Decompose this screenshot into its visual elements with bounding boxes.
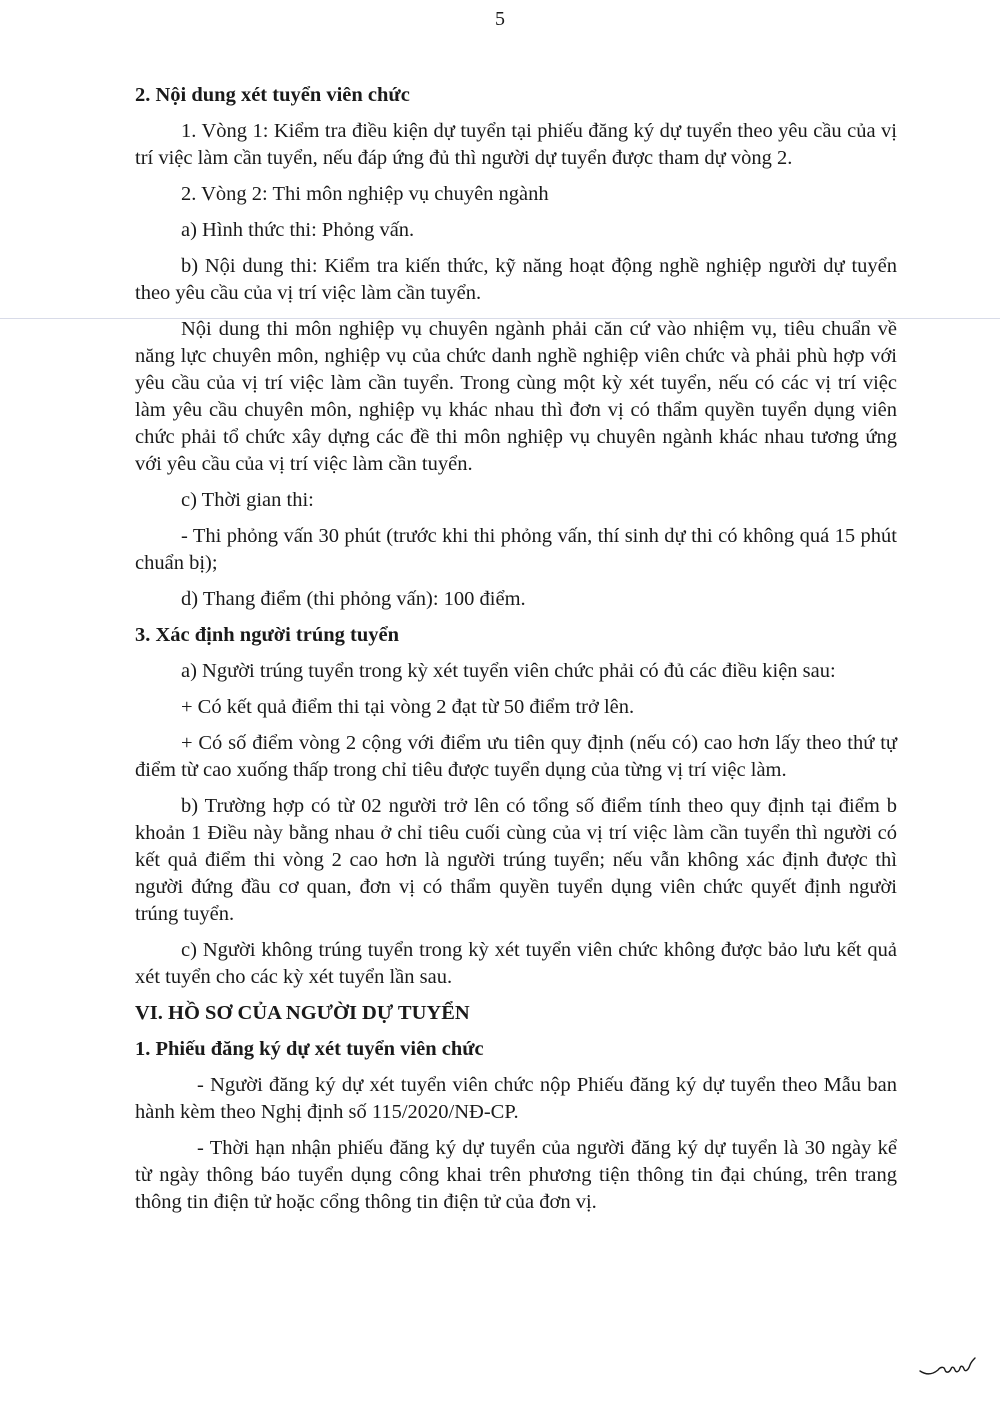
section-heading-noi-dung: 2. Nội dung xét tuyển viên chức — [135, 84, 410, 106]
paragraph-hinh-thuc-thi: a) Hình thức thi: Phỏng vấn. — [181, 219, 415, 241]
section-heading-trung-tuyen: 3. Xác định người trúng tuyển — [135, 624, 400, 646]
paragraph-khong-trung-tuyen: c) Người không trúng tuyển trong kỳ xét tuyển viên chức không được bảo lưu kết quả xét tuyển cho các kỳ xét tuyển lần sau. — [135, 939, 897, 988]
paragraph-thang-diem: d) Thang điểm (thi phỏng vấn): 100 điểm. — [181, 588, 526, 610]
section-heading-ho-so: VI. HỒ SƠ CỦA NGƯỜI DỰ TUYỂN — [135, 1002, 470, 1024]
paragraph-vong-1: 1. Vòng 1: Kiểm tra điều kiện dự tuyển tại phiếu đăng ký dự tuyển theo yêu cầu của vị trí việc làm cần tuyển, nếu đáp ứng đủ thì người dự tuyển được tham dự vòng 2. — [135, 120, 897, 169]
paragraph-diem-uu-tien: + Có số điểm vòng 2 cộng với điểm ưu tiên quy định (nếu có) cao hơn lấy theo thứ tự điểm từ cao xuống thấp trong chỉ tiêu được tuyển dụng của từng vị trí việc làm. — [135, 732, 897, 781]
paragraph-noi-dung-thi: b) Nội dung thi: Kiểm tra kiến thức, kỹ năng hoạt động nghề nghiệp người dự tuyển theo yêu cầu của vị trí việc làm cần tuyển. — [135, 255, 897, 304]
page-number: 5 — [495, 8, 505, 30]
paragraph-thoi-han: - Thời hạn nhận phiếu đăng ký dự tuyển của người đăng ký dự tuyển là 30 ngày kể từ ngày thông báo tuyển dụng công khai trên phương tiện thông tin đại chúng, trên trang thông tin điện tử hoặc cổng thông tin điện tử của đơn vị. — [135, 1137, 897, 1213]
paragraph-phong-van: - Thi phỏng vấn 30 phút (trước khi thi phỏng vấn, thí sinh dự thi có không quá 15 phút chuẩn bị); — [135, 525, 897, 574]
paragraph-dieu-kien: a) Người trúng tuyển trong kỳ xét tuyển viên chức phải có đủ các điều kiện sau: — [181, 660, 836, 682]
document-body — [135, 82, 897, 1225]
paragraph-noi-dung-mon: Nội dung thi môn nghiệp vụ chuyên ngành phải căn cứ vào nhiệm vụ, tiêu chuẩn về năng lực chuyên môn, nghiệp vụ của chức danh nghề nghiệp viên chức và phải phù hợp với yêu cầu của vị trí việc làm cần tuyển. Trong cùng một kỳ xét tuyển, nếu có các vị trí việc làm yêu cầu chuyên môn, nghiệp vụ khác nhau thì đơn vị có thẩm quyền tuyển dụng viên chức phải tổ chức xây dựng các đề thi môn nghiệp vụ chuyên ngành khác nhau tương ứng với yêu cầu của vị trí việc làm cần tuyển. — [135, 318, 897, 475]
paragraph-ket-qua-diem: + Có kết quả điểm thi tại vòng 2 đạt từ 50 điểm trở lên. — [181, 696, 635, 718]
paragraph-truong-hop: b) Trường hợp có từ 02 người trở lên có tổng số điểm tính theo quy định tại điểm b khoản 1 Điều này bằng nhau ở chỉ tiêu cuối cùng của vị trí việc làm cần tuyển thì người có kết quả điểm thi vòng 2 cao hơn là người trúng tuyển; nếu vẫn không xác định được thì người đứng đầu cơ quan, đơn vị có thẩm quyền tuyển dụng viên chức quyết định người trúng tuyển. — [135, 795, 897, 925]
section-heading-phieu-dang-ky: 1. Phiếu đăng ký dự xét tuyển viên chức — [135, 1038, 484, 1060]
paragraph-vong-2: 2. Vòng 2: Thi môn nghiệp vụ chuyên ngành — [181, 183, 549, 205]
paragraph-thoi-gian-thi: c) Thời gian thi: — [181, 489, 314, 511]
paragraph-nop-phieu: - Người đăng ký dự xét tuyển viên chức nộp Phiếu đăng ký dự tuyển theo Mẫu ban hành kèm theo Nghị định số 115/2020/NĐ-CP. — [135, 1074, 897, 1123]
initials-signature-icon — [918, 1353, 978, 1379]
